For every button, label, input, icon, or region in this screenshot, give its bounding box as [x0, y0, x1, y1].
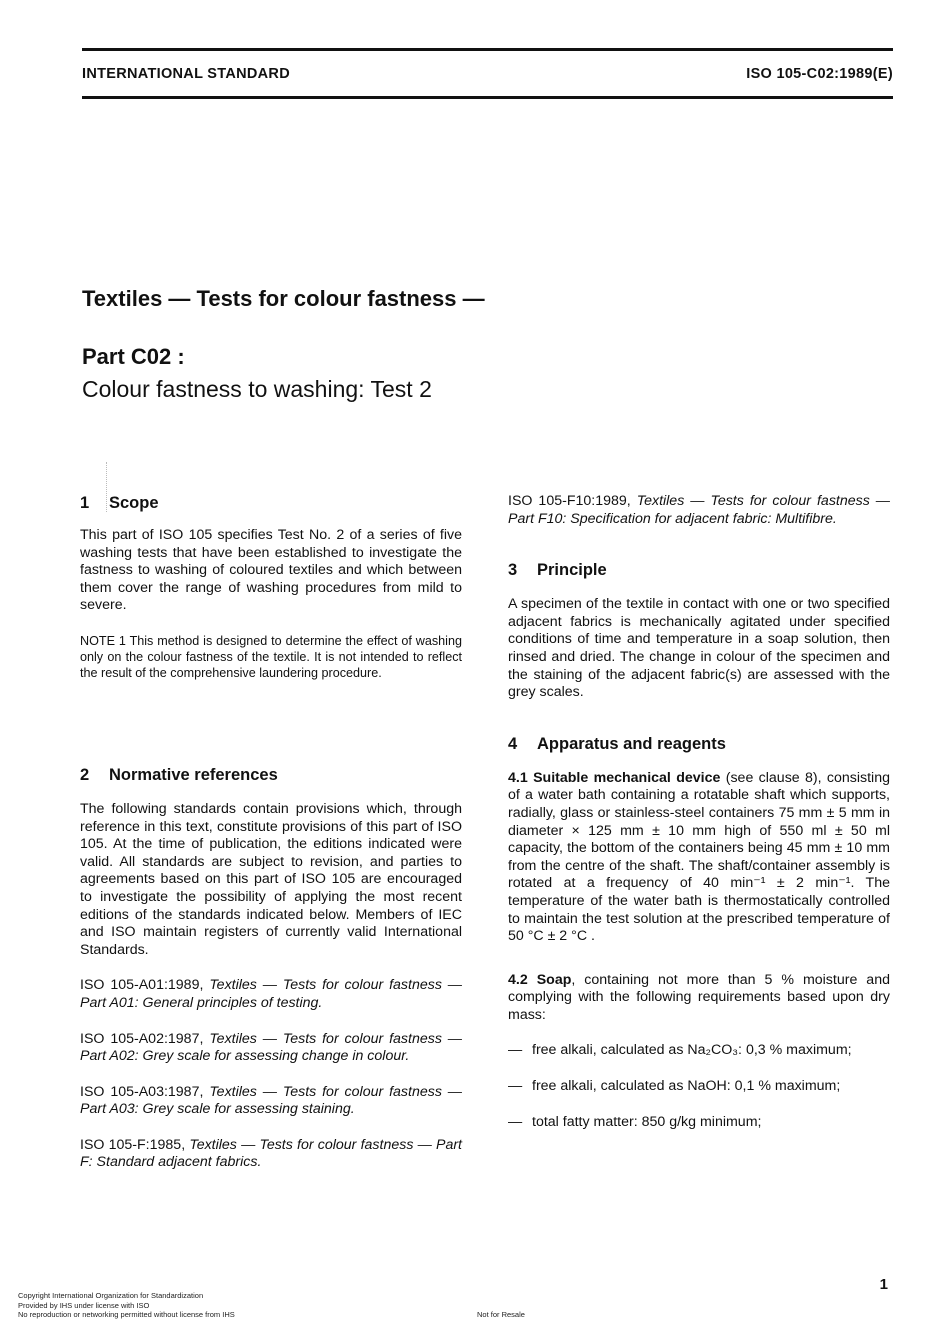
reference-title: Textiles — Tests for colour fastness — Part A03: Grey scale for assessing staining. [80, 1083, 462, 1118]
reference-title: Textiles — Tests for colour fastness — Part A01: General principles of testing. [80, 977, 462, 1011]
clause-text: (see clause 8), consisting of a water bath containing a rotatable shaft which supports, radially, glass or stainless-steel containers 75 mm ± 5 mm in diameter × 125 mm ± 10 mm high of 550 ml ± 50 ml capacity, the bottom of the containers being 45 mm ± 10 mm from the centre of the shaft. The shaft/container assembly is rotated at a frequency of 40 min⁻¹ ± 2 min⁻¹. The temperature of the water bath is thermostatically controlled to maintain the test solution at the prescribed temperature of 50 °C ± 2 °C . [508, 769, 890, 945]
reference-title: Textiles — Tests for colour fastness — Part F10: Specification for adjacent fabric: Multifibre. [508, 493, 890, 527]
section-title: Normative references [109, 765, 278, 784]
list-item-text: total fatty matter: 850 g/kg minimum; [532, 1113, 762, 1130]
document-title: Textiles — Tests for colour fastness — [82, 286, 485, 311]
clause-text: , containing not more than 5 % moisture and complying with the following requirements based upon dry mass: [508, 971, 890, 1023]
header-top-rule [82, 48, 893, 51]
section-number: 1 [80, 494, 90, 512]
header-standard-type: INTERNATIONAL STANDARD [82, 66, 290, 82]
reference-title: Textiles — Tests for colour fastness — Part F: Standard adjacent fabrics. [80, 1136, 462, 1171]
reference-item [80, 1084, 462, 1119]
reference-item [80, 1031, 462, 1066]
reference-item [80, 977, 462, 1012]
section-number: 4 [508, 734, 518, 753]
section-title: Scope [109, 494, 159, 512]
scope-paragraph: This part of ISO 105 specifies Test No. 2 of a series of five washing tests that have been established to investigate the fastness to washing of coloured textiles and which between them cover the range of washing procedures from mild to severe. [80, 527, 462, 614]
clause-number: 4.2 [508, 971, 528, 988]
reference-item [508, 493, 890, 528]
reference-item [80, 1137, 462, 1172]
left-column [80, 493, 462, 1172]
normative-paragraph: The following standards contain provisions which, through reference in this text, constitute provisions of this part of ISO 105. At the time of publication, the editions indicated were valid. All standards are subject to revision, and parties to agreements based on this part of ISO 105 are encouraged to investigate the possibility of applying the most recent editions of the standards indicated below. Members of IEC and ISO maintain registers of currently valid International Standards. [80, 800, 462, 958]
list-item [508, 1078, 890, 1096]
resale-notice: Not for Resale [477, 1310, 525, 1319]
clause-title: Soap [536, 971, 572, 988]
dash-marker: — [508, 1113, 523, 1130]
list-item [508, 1114, 890, 1132]
reference-code: ISO 105-A02:1987, [80, 1030, 204, 1047]
section-4-heading [508, 734, 890, 754]
document-part: Part C02 : [82, 344, 185, 369]
list-item-text: free alkali, calculated as Na₂CO₃: 0,3 % maximum; [532, 1042, 852, 1059]
reference-code: ISO 105-A01:1989, [80, 977, 204, 994]
principle-paragraph: A specimen of the textile in contact with one or two specified adjacent fabrics is mechanically agitated under specified conditions of time and temperature in a soap solution, then rinsed and dried. The change in colour of the specimen and the staining of the adjacent fabric(s) are assessed with the grey scales. [508, 596, 890, 701]
scope-note: NOTE 1 This method is designed to determine the effect of washing only on the colour fastness of the textile. It is not intended to reflect the result of the comprehensive laundering procedure. [80, 633, 462, 680]
list-item [508, 1042, 890, 1060]
dash-marker: — [508, 1042, 523, 1059]
footer-line: Provided by IHS under license with ISO [18, 1300, 150, 1310]
section-title: Principle [537, 561, 607, 580]
clause-4-1 [508, 770, 890, 946]
clause-number: 4.1 [508, 769, 528, 786]
footer-line: Copyright International Organization for Standardization [18, 1291, 204, 1300]
header-standard-number: ISO 105-C02:1989(E) [746, 66, 893, 82]
page-number: 1 [879, 1276, 888, 1293]
reference-code: ISO 105-F10:1989, [508, 493, 631, 509]
section-1-heading [80, 493, 462, 513]
clause-4-2 [508, 972, 890, 1025]
list-item-text: free alkali, calculated as NaOH: 0,1 % maximum; [532, 1078, 841, 1095]
dash-marker: — [508, 1078, 523, 1095]
clause-title: Suitable mechanical device [533, 769, 721, 786]
section-number: 3 [508, 561, 518, 580]
footer-line: No reproduction or networking permitted without license from IHS [18, 1310, 235, 1319]
reference-code: ISO 105-A03:1987, [80, 1083, 204, 1100]
section-3-heading [508, 560, 890, 580]
copyright-footer [18, 1291, 235, 1320]
document-subtitle: Colour fastness to washing: Test 2 [82, 376, 432, 402]
section-title: Apparatus and reagents [537, 734, 726, 753]
section-2-heading [80, 765, 462, 785]
reference-code: ISO 105-F:1985, [80, 1136, 186, 1153]
section-number: 2 [80, 765, 90, 784]
header-bottom-rule [82, 96, 893, 99]
right-column [508, 493, 890, 1131]
reference-title: Textiles — Tests for colour fastness — Part A02: Grey scale for assessing change in colour. [80, 1030, 462, 1065]
